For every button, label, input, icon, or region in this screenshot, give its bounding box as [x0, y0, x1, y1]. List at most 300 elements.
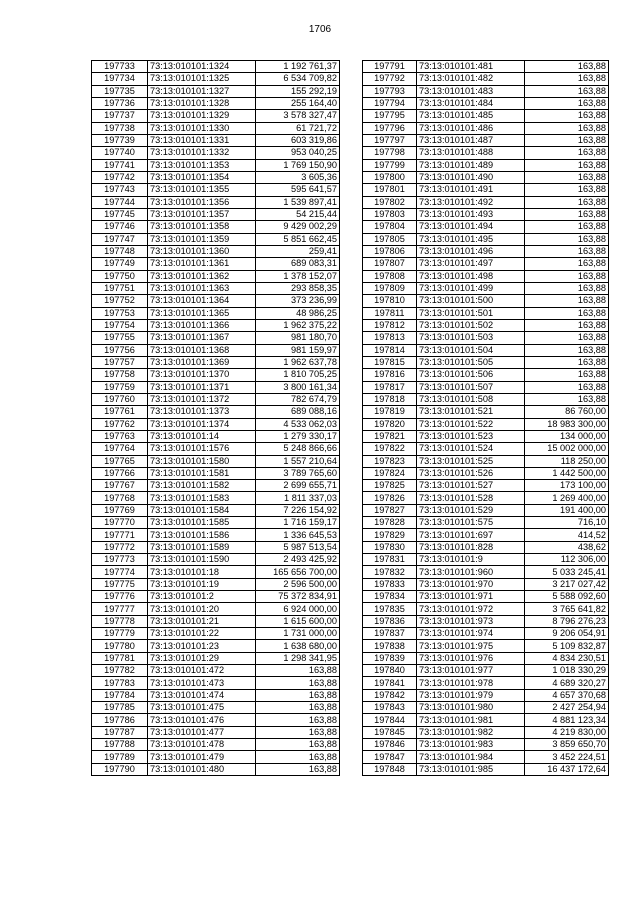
record-number-cell: 197736	[92, 97, 148, 109]
record-number-cell: 197785	[92, 702, 148, 714]
value-cell: 5 033 245,41	[525, 566, 609, 578]
table-row	[92, 480, 340, 492]
table-row	[92, 307, 340, 319]
value-cell: 163,88	[525, 184, 609, 196]
value-cell: 163,88	[525, 344, 609, 356]
value-cell: 15 002 000,00	[525, 443, 609, 455]
cadastral-number-cell: 73:13:010101:1325	[148, 73, 256, 85]
table-row	[363, 591, 609, 603]
cadastral-number-cell: 73:13:010101:1355	[148, 184, 256, 196]
record-number-cell: 197739	[92, 134, 148, 146]
value-cell: 163,88	[525, 307, 609, 319]
record-number-cell: 197794	[363, 97, 417, 109]
table-row	[92, 295, 340, 307]
table-row	[92, 208, 340, 220]
table-row	[92, 85, 340, 97]
table-row	[92, 171, 340, 183]
table-row	[363, 208, 609, 220]
value-cell: 163,88	[525, 61, 609, 73]
record-number-cell: 197839	[363, 652, 417, 664]
cadastral-number-cell: 73:13:010101:1590	[148, 554, 256, 566]
value-cell: 1 810 705,25	[256, 369, 340, 381]
table-row	[92, 517, 340, 529]
table-row	[363, 319, 609, 331]
value-cell: 163,88	[525, 369, 609, 381]
table-row	[92, 61, 340, 73]
record-number-cell: 197772	[92, 541, 148, 553]
record-number-cell: 197764	[92, 443, 148, 455]
cadastral-number-cell: 73:13:010101:474	[148, 689, 256, 701]
cadastral-number-cell: 73:13:010101:1358	[148, 221, 256, 233]
record-number-cell: 197767	[92, 480, 148, 492]
cadastral-number-cell: 73:13:010101:496	[417, 245, 525, 257]
cadastral-number-cell: 73:13:010101:501	[417, 307, 525, 319]
value-cell: 9 206 054,91	[525, 628, 609, 640]
cadastral-number-cell: 73:13:010101:1373	[148, 406, 256, 418]
value-cell: 3 452 224,51	[525, 751, 609, 763]
value-cell: 163,88	[256, 714, 340, 726]
table-row	[92, 652, 340, 664]
record-number-cell: 197816	[363, 369, 417, 381]
record-number-cell: 197774	[92, 566, 148, 578]
value-cell: 603 319,86	[256, 134, 340, 146]
value-cell: 1 638 680,00	[256, 640, 340, 652]
record-number-cell: 197751	[92, 282, 148, 294]
record-number-cell: 197846	[363, 739, 417, 751]
cadastral-number-cell: 73:13:010101:506	[417, 369, 525, 381]
value-cell: 9 429 002,29	[256, 221, 340, 233]
cadastral-number-cell: 73:13:010101:500	[417, 295, 525, 307]
table-row	[363, 282, 609, 294]
cadastral-number-cell: 73:13:010101:525	[417, 455, 525, 467]
cadastral-number-cell: 73:13:010101:1329	[148, 110, 256, 122]
record-number-cell: 197830	[363, 541, 417, 553]
record-number-cell: 197770	[92, 517, 148, 529]
value-cell: 8 796 276,23	[525, 615, 609, 627]
table-row	[363, 455, 609, 467]
value-cell: 1 279 330,17	[256, 430, 340, 442]
value-cell: 1 298 341,95	[256, 652, 340, 664]
table-row	[92, 344, 340, 356]
value-cell: 1 557 210,64	[256, 455, 340, 467]
record-number-cell: 197798	[363, 147, 417, 159]
cadastral-number-cell: 73:13:010101:476	[148, 714, 256, 726]
cadastral-number-cell: 73:13:010101:1362	[148, 270, 256, 282]
cadastral-number-cell: 73:13:010101:504	[417, 344, 525, 356]
value-cell: 5 248 866,66	[256, 443, 340, 455]
cadastral-number-cell: 73:13:010101:980	[417, 702, 525, 714]
table-row	[363, 739, 609, 751]
table-row	[363, 541, 609, 553]
record-number-cell: 197800	[363, 171, 417, 183]
record-number-cell: 197799	[363, 159, 417, 171]
record-number-cell: 197820	[363, 418, 417, 430]
value-cell: 163,88	[525, 393, 609, 405]
record-number-cell: 197815	[363, 356, 417, 368]
cadastral-number-cell: 73:13:010101:482	[417, 73, 525, 85]
table-row	[363, 566, 609, 578]
table-row	[92, 603, 340, 615]
record-number-cell: 197761	[92, 406, 148, 418]
cadastral-number-cell: 73:13:010101:1360	[148, 245, 256, 257]
cadastral-number-cell: 73:13:010101:697	[417, 529, 525, 541]
record-number-cell: 197829	[363, 529, 417, 541]
value-cell: 163,88	[256, 665, 340, 677]
table-row	[92, 578, 340, 590]
table-row	[363, 689, 609, 701]
record-number-cell: 197748	[92, 245, 148, 257]
cadastral-number-cell: 73:13:010101:481	[417, 61, 525, 73]
value-cell: 595 641,57	[256, 184, 340, 196]
value-cell: 163,88	[525, 356, 609, 368]
record-number-cell: 197754	[92, 319, 148, 331]
table-row	[363, 245, 609, 257]
table-row	[92, 689, 340, 701]
cadastral-number-cell: 73:13:010101:14	[148, 430, 256, 442]
table-row	[363, 467, 609, 479]
value-cell: 163,88	[525, 196, 609, 208]
cadastral-number-cell: 73:13:010101:1372	[148, 393, 256, 405]
record-number-cell: 197738	[92, 122, 148, 134]
cadastral-number-cell: 73:13:010101:977	[417, 665, 525, 677]
value-cell: 163,88	[525, 171, 609, 183]
table-row	[363, 295, 609, 307]
table-row	[363, 344, 609, 356]
record-number-cell: 197779	[92, 628, 148, 640]
value-cell: 716,10	[525, 517, 609, 529]
value-cell: 163,88	[525, 245, 609, 257]
value-cell: 155 292,19	[256, 85, 340, 97]
table-row	[363, 430, 609, 442]
cadastral-number-cell: 73:13:010101:495	[417, 233, 525, 245]
record-number-cell: 197803	[363, 208, 417, 220]
table-body-left	[92, 61, 340, 776]
cadastral-number-cell: 73:13:010101:972	[417, 603, 525, 615]
value-cell: 3 578 327,47	[256, 110, 340, 122]
table-row	[363, 726, 609, 738]
value-cell: 414,52	[525, 529, 609, 541]
table-row	[363, 763, 609, 775]
record-number-cell: 197834	[363, 591, 417, 603]
value-cell: 1 442 500,00	[525, 467, 609, 479]
cadastral-number-cell: 73:13:010101:486	[417, 122, 525, 134]
cadastral-number-cell: 73:13:010101:479	[148, 751, 256, 763]
register-table-right	[362, 60, 609, 776]
record-number-cell: 197781	[92, 652, 148, 664]
cadastral-number-cell: 73:13:010101:480	[148, 763, 256, 775]
value-cell: 54 215,44	[256, 208, 340, 220]
table-row	[363, 480, 609, 492]
value-cell: 163,88	[256, 763, 340, 775]
table-row	[363, 97, 609, 109]
cadastral-number-cell: 73:13:010101:1584	[148, 504, 256, 516]
table-row	[363, 196, 609, 208]
record-number-cell: 197733	[92, 61, 148, 73]
value-cell: 5 588 092,60	[525, 591, 609, 603]
table-row	[92, 615, 340, 627]
value-cell: 134 000,00	[525, 430, 609, 442]
value-cell: 48 986,25	[256, 307, 340, 319]
record-number-cell: 197847	[363, 751, 417, 763]
record-number-cell: 197768	[92, 492, 148, 504]
value-cell: 1 811 337,03	[256, 492, 340, 504]
value-cell: 163,88	[525, 233, 609, 245]
table-row	[92, 504, 340, 516]
cadastral-number-cell: 73:13:010101:498	[417, 270, 525, 282]
table-row	[92, 739, 340, 751]
cadastral-number-cell: 73:13:010101:1327	[148, 85, 256, 97]
value-cell: 163,88	[525, 208, 609, 220]
record-number-cell: 197758	[92, 369, 148, 381]
record-number-cell: 197838	[363, 640, 417, 652]
record-number-cell: 197777	[92, 603, 148, 615]
table-row	[363, 85, 609, 97]
table-row	[92, 393, 340, 405]
record-number-cell: 197833	[363, 578, 417, 590]
table-row	[92, 628, 340, 640]
cadastral-number-cell: 73:13:010101:475	[148, 702, 256, 714]
record-number-cell: 197783	[92, 677, 148, 689]
value-cell: 4 533 062,03	[256, 418, 340, 430]
value-cell: 165 656 700,00	[256, 566, 340, 578]
record-number-cell: 197825	[363, 480, 417, 492]
record-number-cell: 197766	[92, 467, 148, 479]
cadastral-number-cell: 73:13:010101:521	[417, 406, 525, 418]
cadastral-number-cell: 73:13:010101:503	[417, 332, 525, 344]
cadastral-number-cell: 73:13:010101:1583	[148, 492, 256, 504]
record-number-cell: 197771	[92, 529, 148, 541]
table-row	[363, 677, 609, 689]
table-row	[92, 221, 340, 233]
cadastral-number-cell: 73:13:010101:1369	[148, 356, 256, 368]
value-cell: 1 336 645,53	[256, 529, 340, 541]
cadastral-number-cell: 73:13:010101:1576	[148, 443, 256, 455]
table-row	[92, 356, 340, 368]
table-row	[92, 541, 340, 553]
record-number-cell: 197788	[92, 739, 148, 751]
cadastral-number-cell: 73:13:010101:9	[417, 554, 525, 566]
cadastral-number-cell: 73:13:010101:507	[417, 381, 525, 393]
cadastral-number-cell: 73:13:010101:487	[417, 134, 525, 146]
table-row	[363, 603, 609, 615]
record-number-cell: 197735	[92, 85, 148, 97]
table-row	[92, 97, 340, 109]
record-number-cell: 197745	[92, 208, 148, 220]
cadastral-number-cell: 73:13:010101:483	[417, 85, 525, 97]
table-row	[363, 159, 609, 171]
record-number-cell: 197742	[92, 171, 148, 183]
cadastral-number-cell: 73:13:010101:508	[417, 393, 525, 405]
record-number-cell: 197817	[363, 381, 417, 393]
table-row	[92, 443, 340, 455]
cadastral-number-cell: 73:13:010101:526	[417, 467, 525, 479]
record-number-cell: 197835	[363, 603, 417, 615]
cadastral-number-cell: 73:13:010101:488	[417, 147, 525, 159]
value-cell: 689 088,16	[256, 406, 340, 418]
value-cell: 163,88	[256, 739, 340, 751]
cadastral-number-cell: 73:13:010101:971	[417, 591, 525, 603]
record-number-cell: 197837	[363, 628, 417, 640]
value-cell: 2 596 500,00	[256, 578, 340, 590]
value-cell: 689 083,31	[256, 258, 340, 270]
cadastral-number-cell: 73:13:010101:489	[417, 159, 525, 171]
table-row	[363, 307, 609, 319]
record-number-cell: 197776	[92, 591, 148, 603]
table-row	[363, 258, 609, 270]
cadastral-number-cell: 73:13:010101:524	[417, 443, 525, 455]
value-cell: 16 437 172,64	[525, 763, 609, 775]
table-row	[92, 406, 340, 418]
table-row	[363, 332, 609, 344]
cadastral-number-cell: 73:13:010101:473	[148, 677, 256, 689]
record-number-cell: 197844	[363, 714, 417, 726]
record-number-cell: 197840	[363, 665, 417, 677]
record-number-cell: 197790	[92, 763, 148, 775]
value-cell: 163,88	[525, 134, 609, 146]
value-cell: 438,62	[525, 541, 609, 553]
cadastral-number-cell: 73:13:010101:491	[417, 184, 525, 196]
record-number-cell: 197786	[92, 714, 148, 726]
table-row	[363, 270, 609, 282]
value-cell: 2 493 425,92	[256, 554, 340, 566]
cadastral-number-cell: 73:13:010101:23	[148, 640, 256, 652]
value-cell: 1 962 375,22	[256, 319, 340, 331]
record-number-cell: 197801	[363, 184, 417, 196]
table-row	[363, 665, 609, 677]
cadastral-number-cell: 73:13:010101:497	[417, 258, 525, 270]
table-row	[363, 554, 609, 566]
value-cell: 61 721,72	[256, 122, 340, 134]
record-number-cell: 197759	[92, 381, 148, 393]
value-cell: 3 605,36	[256, 171, 340, 183]
table-row	[363, 356, 609, 368]
record-number-cell: 197818	[363, 393, 417, 405]
record-number-cell: 197765	[92, 455, 148, 467]
table-row	[92, 134, 340, 146]
cadastral-number-cell: 73:13:010101:21	[148, 615, 256, 627]
value-cell: 2 699 655,71	[256, 480, 340, 492]
table-row	[92, 665, 340, 677]
table-row	[92, 369, 340, 381]
value-cell: 163,88	[525, 381, 609, 393]
value-cell: 5 987 513,54	[256, 541, 340, 553]
record-number-cell: 197743	[92, 184, 148, 196]
table-row	[363, 381, 609, 393]
cadastral-number-cell: 73:13:010101:22	[148, 628, 256, 640]
table-row	[363, 134, 609, 146]
cadastral-number-cell: 73:13:010101:960	[417, 566, 525, 578]
cadastral-number-cell: 73:13:010101:492	[417, 196, 525, 208]
cadastral-number-cell: 73:13:010101:502	[417, 319, 525, 331]
record-number-cell: 197791	[363, 61, 417, 73]
value-cell: 953 040,25	[256, 147, 340, 159]
table-row	[363, 406, 609, 418]
cadastral-number-cell: 73:13:010101:494	[417, 221, 525, 233]
table-row	[363, 110, 609, 122]
record-number-cell: 197842	[363, 689, 417, 701]
table-row	[92, 258, 340, 270]
record-number-cell: 197757	[92, 356, 148, 368]
table-row	[92, 282, 340, 294]
cadastral-number-cell: 73:13:010101:18	[148, 566, 256, 578]
record-number-cell: 197848	[363, 763, 417, 775]
cadastral-number-cell: 73:13:010101:1374	[148, 418, 256, 430]
value-cell: 1 539 897,41	[256, 196, 340, 208]
record-number-cell: 197782	[92, 665, 148, 677]
cadastral-number-cell: 73:13:010101:975	[417, 640, 525, 652]
record-number-cell: 197805	[363, 233, 417, 245]
table-row	[363, 578, 609, 590]
record-number-cell: 197747	[92, 233, 148, 245]
value-cell: 2 427 254,94	[525, 702, 609, 714]
value-cell: 1 716 159,17	[256, 517, 340, 529]
record-number-cell: 197819	[363, 406, 417, 418]
value-cell: 981 180,70	[256, 332, 340, 344]
table-row	[363, 443, 609, 455]
table-row	[363, 233, 609, 245]
value-cell: 163,88	[525, 85, 609, 97]
table-row	[363, 393, 609, 405]
record-number-cell: 197831	[363, 554, 417, 566]
table-row	[92, 492, 340, 504]
value-cell: 1 269 400,00	[525, 492, 609, 504]
value-cell: 1 378 152,07	[256, 270, 340, 282]
table-row	[92, 270, 340, 282]
record-number-cell: 197744	[92, 196, 148, 208]
record-number-cell: 197773	[92, 554, 148, 566]
table-row	[92, 751, 340, 763]
record-number-cell: 197808	[363, 270, 417, 282]
table-row	[363, 652, 609, 664]
table-row	[363, 61, 609, 73]
cadastral-number-cell: 73:13:010101:1371	[148, 381, 256, 393]
value-cell: 163,88	[525, 110, 609, 122]
record-number-cell: 197734	[92, 73, 148, 85]
value-cell: 163,88	[525, 122, 609, 134]
value-cell: 4 881 123,34	[525, 714, 609, 726]
table-row	[92, 245, 340, 257]
record-number-cell: 197753	[92, 307, 148, 319]
table-row	[363, 122, 609, 134]
cadastral-number-cell: 73:13:010101:828	[417, 541, 525, 553]
value-cell: 7 226 154,92	[256, 504, 340, 516]
value-cell: 3 765 641,82	[525, 603, 609, 615]
cadastral-number-cell: 73:13:010101:1328	[148, 97, 256, 109]
cadastral-number-cell: 73:13:010101:973	[417, 615, 525, 627]
table-row	[92, 566, 340, 578]
table-row	[92, 430, 340, 442]
cadastral-number-cell: 73:13:010101:1357	[148, 208, 256, 220]
table-row	[92, 147, 340, 159]
value-cell: 163,88	[256, 689, 340, 701]
cadastral-number-cell: 73:13:010101:1364	[148, 295, 256, 307]
value-cell: 1 018 330,29	[525, 665, 609, 677]
cadastral-number-cell: 73:13:010101:1363	[148, 282, 256, 294]
cadastral-number-cell: 73:13:010101:1582	[148, 480, 256, 492]
value-cell: 112 306,00	[525, 554, 609, 566]
value-cell: 4 834 230,51	[525, 652, 609, 664]
value-cell: 6 924 000,00	[256, 603, 340, 615]
page-number: 1706	[308, 24, 332, 35]
table-row	[92, 319, 340, 331]
record-number-cell: 197760	[92, 393, 148, 405]
record-number-cell: 197756	[92, 344, 148, 356]
record-number-cell: 197832	[363, 566, 417, 578]
record-number-cell: 197775	[92, 578, 148, 590]
record-number-cell: 197793	[363, 85, 417, 97]
cadastral-number-cell: 73:13:010101:976	[417, 652, 525, 664]
record-number-cell: 197836	[363, 615, 417, 627]
